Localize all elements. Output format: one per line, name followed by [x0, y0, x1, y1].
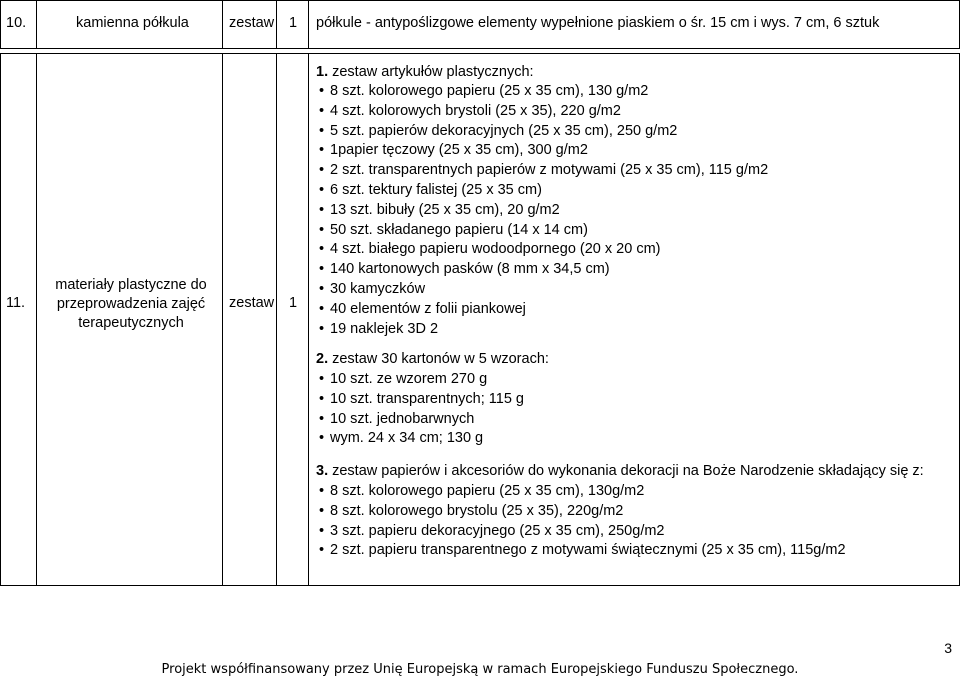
- table-top-border: [0, 0, 960, 1]
- col-divider: [276, 0, 277, 48]
- col-divider: [36, 0, 37, 48]
- list-item: • 10 szt. jednobarwnych: [319, 410, 524, 430]
- item-name: kamienna półkula: [76, 15, 189, 31]
- quantity: 1: [289, 295, 298, 311]
- row-number: 10.: [6, 15, 27, 31]
- table-bottom-border: [0, 585, 960, 586]
- col-divider: [276, 53, 277, 585]
- col-divider: [308, 53, 309, 585]
- list-item: • 10 szt. ze wzorem 270 g: [319, 370, 524, 390]
- list-item: • 10 szt. transparentnych; 115 g: [319, 390, 524, 410]
- row-number: 11.: [6, 295, 26, 311]
- page-footer: Projekt współfinansowany przez Unię Europejską w ramach Europejskiego Funduszu Społecznego.: [161, 662, 799, 677]
- row-divider-gap: [0, 53, 960, 54]
- list-item: • 2 szt. transparentnych papierów z motywami (25 x 35 cm), 115 g/m2: [319, 161, 768, 181]
- set-number: 1.: [316, 64, 329, 80]
- set-number: 2.: [316, 351, 329, 367]
- list-item: • 13 szt. bibuły (25 x 35 cm), 20 g/m2: [319, 201, 768, 221]
- unit: zestaw: [229, 15, 275, 31]
- set-title: zestaw artykułów plastycznych:: [328, 64, 534, 80]
- col-divider: [0, 53, 1, 585]
- col-divider: [308, 0, 309, 48]
- item-name: materiały plastyczne do przeprowadzenia zajęć terapeutycznych: [55, 277, 207, 331]
- set-items-list: [319, 482, 846, 561]
- set-title: zestaw papierów i akcesoriów do wykonania dekoracji na Boże Narodzenie składający się z:: [328, 463, 924, 479]
- list-item: • 50 szt. składanego papieru (14 x 14 cm): [319, 221, 768, 241]
- quantity: 1: [289, 15, 298, 31]
- item-description: półkule - antypoślizgowe elementy wypełnione piaskiem o śr. 15 cm i wys. 7 cm, 6 sztuk: [316, 15, 880, 31]
- list-item: • 8 szt. kolorowego brystolu (25 x 35), 220g/m2: [319, 502, 846, 522]
- list-item: • 4 szt. kolorowych brystoli (25 x 35), 220 g/m2: [319, 102, 768, 122]
- set-items-list: [319, 370, 524, 449]
- col-divider: [36, 53, 37, 585]
- set-heading: [316, 350, 549, 370]
- unit: zestaw: [229, 295, 275, 311]
- list-item: • 1papier tęczowy (25 x 35 cm), 300 g/m2: [319, 141, 768, 161]
- list-item: • 3 szt. papieru dekoracyjnego (25 x 35 cm), 250g/m2: [319, 522, 846, 542]
- list-item: • 2 szt. papieru transparentnego z motywami świątecznymi (25 x 35 cm), 115g/m2: [319, 541, 846, 561]
- set-title: zestaw 30 kartonów w 5 wzorach:: [328, 351, 549, 367]
- col-divider: [222, 0, 223, 48]
- list-item: • 8 szt. kolorowego papieru (25 x 35 cm), 130 g/m2: [319, 82, 768, 102]
- list-item: • 5 szt. papierów dekoracyjnych (25 x 35 cm), 250 g/m2: [319, 122, 768, 142]
- set-items-list: [319, 82, 768, 339]
- list-item: • 4 szt. białego papieru wodoodpornego (20 x 20 cm): [319, 240, 768, 260]
- list-item: • 30 kamyczków: [319, 280, 768, 300]
- set-heading: [316, 63, 534, 83]
- list-item: • 140 kartonowych pasków (8 mm x 34,5 cm): [319, 260, 768, 280]
- list-item: • 40 elementów z folii piankowej: [319, 300, 768, 320]
- set-number: 3.: [316, 463, 329, 479]
- row-divider: [0, 48, 960, 49]
- list-item: • 8 szt. kolorowego papieru (25 x 35 cm), 130g/m2: [319, 482, 846, 502]
- list-item: • 19 naklejek 3D 2: [319, 320, 768, 340]
- list-item: • wym. 24 x 34 cm; 130 g: [319, 429, 524, 449]
- col-divider: [222, 53, 223, 585]
- list-item: • 6 szt. tektury falistej (25 x 35 cm): [319, 181, 768, 201]
- col-divider: [0, 0, 1, 48]
- set-heading: [316, 462, 924, 482]
- page-number: 3: [944, 640, 952, 656]
